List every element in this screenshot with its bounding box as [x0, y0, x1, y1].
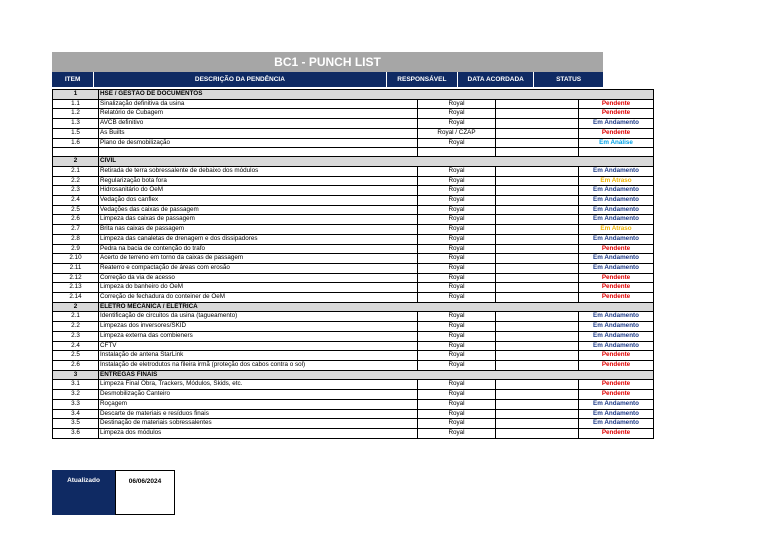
- table-row: [53, 283, 654, 293]
- agreed-date-cell[interactable]: [496, 254, 579, 264]
- description-cell[interactable]: Sinalização definitiva da usina: [99, 99, 418, 109]
- agreed-date-cell[interactable]: [496, 215, 579, 225]
- agreed-date-cell[interactable]: [496, 312, 579, 322]
- responsible-cell[interactable]: Royal: [418, 225, 496, 235]
- status-cell[interactable]: Pendente: [579, 293, 654, 303]
- status-cell[interactable]: Em Andamento: [579, 322, 654, 332]
- table-row: [53, 360, 654, 370]
- status-cell[interactable]: Pendente: [579, 351, 654, 361]
- status-cell[interactable]: Em Andamento: [579, 331, 654, 341]
- table-row: [53, 128, 654, 138]
- item-cell[interactable]: 2.5: [53, 205, 99, 215]
- section-header-row: [53, 370, 654, 380]
- description-cell[interactable]: [99, 148, 418, 157]
- agreed-date-cell[interactable]: [496, 244, 579, 254]
- item-cell[interactable]: 2.6: [53, 215, 99, 225]
- table-row: [53, 234, 654, 244]
- responsible-cell[interactable]: Royal: [418, 390, 496, 400]
- description-cell[interactable]: Destinação de materiais sobressalentes: [99, 419, 418, 429]
- description-cell[interactable]: Pedra na bacia de contenção do trafo: [99, 244, 418, 254]
- section-title[interactable]: HSE / GESTÃO DE DOCUMENTOS: [99, 90, 654, 100]
- item-cell[interactable]: 3.1: [53, 380, 99, 390]
- item-cell[interactable]: 2.11: [53, 263, 99, 273]
- item-cell[interactable]: 2.2: [53, 176, 99, 186]
- status-cell[interactable]: [579, 148, 654, 157]
- item-cell[interactable]: 2.5: [53, 351, 99, 361]
- header-status[interactable]: STATUS: [556, 76, 582, 83]
- punch-list-table: [52, 89, 654, 439]
- status-cell[interactable]: Em Andamento: [579, 119, 654, 129]
- updated-box: [52, 470, 175, 515]
- table-row: [53, 419, 654, 429]
- responsible-cell[interactable]: Royal: [418, 176, 496, 186]
- table-header: [52, 72, 603, 87]
- responsible-cell[interactable]: Royal: [418, 341, 496, 351]
- header-agreed-date[interactable]: DATA ACORDADA: [458, 72, 534, 87]
- header-item[interactable]: ITEM: [52, 72, 94, 87]
- section-header-row: [53, 302, 654, 312]
- item-cell[interactable]: 2.2: [53, 322, 99, 332]
- description-cell[interactable]: Identificação de circuitos da usina (tagueamento): [99, 312, 418, 322]
- item-cell[interactable]: 2.1: [53, 166, 99, 176]
- table-row: [53, 148, 654, 157]
- agreed-date-cell[interactable]: [496, 331, 579, 341]
- table-row: [53, 138, 654, 148]
- status-cell[interactable]: Pendente: [579, 283, 654, 293]
- status-cell[interactable]: Pendente: [579, 99, 654, 109]
- description-cell[interactable]: Regularização bota fora: [99, 176, 418, 186]
- item-cell[interactable]: 3.4: [53, 409, 99, 419]
- table-row: [53, 428, 654, 438]
- agreed-date-cell[interactable]: [496, 390, 579, 400]
- agreed-date-cell[interactable]: [496, 428, 579, 438]
- description-cell[interactable]: Correção da via de acesso: [99, 273, 418, 283]
- sheet-title: BC1 - PUNCH LIST: [52, 52, 603, 72]
- responsible-cell[interactable]: Royal: [418, 186, 496, 196]
- description-cell[interactable]: Relatório de Cubagem: [99, 109, 418, 119]
- item-cell[interactable]: 1.6: [53, 138, 99, 148]
- responsible-cell[interactable]: Royal: [418, 119, 496, 129]
- table-row: [53, 186, 654, 196]
- agreed-date-cell[interactable]: [496, 186, 579, 196]
- description-cell[interactable]: Roçagem: [99, 399, 418, 409]
- responsible-cell[interactable]: Royal: [418, 409, 496, 419]
- table-row: [53, 322, 654, 332]
- table-row: [53, 390, 654, 400]
- description-cell[interactable]: CFTV: [99, 341, 418, 351]
- item-cell[interactable]: 2.9: [53, 244, 99, 254]
- table-row: [53, 312, 654, 322]
- description-cell[interactable]: Limpeza dos módulos: [99, 428, 418, 438]
- responsible-cell[interactable]: Royal: [418, 399, 496, 409]
- description-cell[interactable]: Vedações das caixas de passagem: [99, 205, 418, 215]
- item-cell[interactable]: 2.13: [53, 283, 99, 293]
- status-cell[interactable]: Em Andamento: [579, 186, 654, 196]
- agreed-date-cell[interactable]: [496, 138, 579, 148]
- item-cell[interactable]: 3.3: [53, 399, 99, 409]
- agreed-date-cell[interactable]: [496, 148, 579, 157]
- status-cell[interactable]: Pendente: [579, 273, 654, 283]
- agreed-date-cell[interactable]: [496, 263, 579, 273]
- responsible-cell[interactable]: Royal / CZAP: [418, 128, 496, 138]
- status-cell[interactable]: Em Atraso: [579, 176, 654, 186]
- table-row: [53, 176, 654, 186]
- table-row: [53, 109, 654, 119]
- item-cell[interactable]: 2.10: [53, 254, 99, 264]
- status-cell[interactable]: Pendente: [579, 390, 654, 400]
- responsible-cell[interactable]: Royal: [418, 331, 496, 341]
- responsible-cell[interactable]: Royal: [418, 312, 496, 322]
- description-cell[interactable]: As Builts: [99, 128, 418, 138]
- item-cell[interactable]: 3.2: [53, 390, 99, 400]
- description-cell[interactable]: Limpeza das caixas de passagem: [99, 215, 418, 225]
- item-cell[interactable]: 3.5: [53, 419, 99, 429]
- responsible-cell[interactable]: Royal: [418, 234, 496, 244]
- description-cell[interactable]: Reaterro e compactação de áreas com erosão: [99, 263, 418, 273]
- agreed-date-cell[interactable]: [496, 205, 579, 215]
- agreed-date-cell[interactable]: [496, 293, 579, 303]
- item-cell[interactable]: 2.6: [53, 360, 99, 370]
- table-row: [53, 254, 654, 264]
- header-responsible[interactable]: RESPONSÁVEL: [387, 72, 459, 87]
- section-number[interactable]: 1: [53, 90, 99, 100]
- table-row: [53, 263, 654, 273]
- item-cell[interactable]: 1.2: [53, 109, 99, 119]
- item-cell[interactable]: [53, 148, 99, 157]
- status-cell[interactable]: Em Andamento: [579, 263, 654, 273]
- description-cell[interactable]: Retirada de terra sobressalente de debaixo dos módulos: [99, 166, 418, 176]
- status-cell[interactable]: Em Andamento: [579, 312, 654, 322]
- status-cell[interactable]: Pendente: [579, 244, 654, 254]
- item-cell[interactable]: 1.5: [53, 128, 99, 138]
- table-row: [53, 244, 654, 254]
- status-cell[interactable]: Em Análise: [579, 138, 654, 148]
- status-cell[interactable]: Em Andamento: [579, 419, 654, 429]
- agreed-date-cell[interactable]: [496, 196, 579, 206]
- description-cell[interactable]: Correção de fechadura do conteiner de OeM: [99, 293, 418, 303]
- table-row: [53, 293, 654, 303]
- item-cell[interactable]: 2.14: [53, 293, 99, 303]
- table-row: [53, 399, 654, 409]
- status-cell[interactable]: Pendente: [579, 380, 654, 390]
- description-cell[interactable]: Vedação dos canflex: [99, 196, 418, 206]
- description-cell[interactable]: AVCB definitivo: [99, 119, 418, 129]
- responsible-cell[interactable]: Royal: [418, 322, 496, 332]
- section-number[interactable]: 2: [53, 302, 99, 312]
- description-cell[interactable]: Acerto de terreno em torno da caixas de passagem: [99, 254, 418, 264]
- section-number[interactable]: 2: [53, 157, 99, 167]
- responsible-cell[interactable]: Royal: [418, 99, 496, 109]
- description-cell[interactable]: Desmobilização Canteiro: [99, 390, 418, 400]
- table-row: [53, 119, 654, 129]
- description-cell[interactable]: Limpeza do banheiro do OeM: [99, 283, 418, 293]
- table-row: [53, 205, 654, 215]
- agreed-date-cell[interactable]: [496, 351, 579, 361]
- item-cell[interactable]: 1.1: [53, 99, 99, 109]
- responsible-cell[interactable]: Royal: [418, 254, 496, 264]
- responsible-cell[interactable]: Royal: [418, 263, 496, 273]
- description-cell[interactable]: Limpeza Final Obra, Trackers, Módulos, Skids, etc.: [99, 380, 418, 390]
- description-cell[interactable]: Instalação de eletrodutos na fileira irmã (proteção dos cabos contra o sol): [99, 360, 418, 370]
- description-cell[interactable]: Brita nas caixas de passagem: [99, 225, 418, 235]
- status-cell[interactable]: Em Andamento: [579, 409, 654, 419]
- agreed-date-cell[interactable]: [496, 419, 579, 429]
- status-cell[interactable]: Em Andamento: [579, 254, 654, 264]
- status-cell[interactable]: Pendente: [579, 128, 654, 138]
- agreed-date-cell[interactable]: [496, 399, 579, 409]
- agreed-date-cell[interactable]: [496, 225, 579, 235]
- status-cell[interactable]: Em Andamento: [579, 234, 654, 244]
- agreed-date-cell[interactable]: [496, 128, 579, 138]
- section-title[interactable]: ENTREGAS FINAIS: [99, 370, 654, 380]
- description-cell[interactable]: Hidrosanitário do OeM: [99, 186, 418, 196]
- responsible-cell[interactable]: Royal: [418, 380, 496, 390]
- responsible-cell[interactable]: Royal: [418, 283, 496, 293]
- responsible-cell[interactable]: Royal: [418, 351, 496, 361]
- agreed-date-cell[interactable]: [496, 119, 579, 129]
- description-cell[interactable]: Limpeza externa das combieners: [99, 331, 418, 341]
- agreed-date-cell[interactable]: [496, 341, 579, 351]
- section-header-row: [53, 157, 654, 167]
- responsible-cell[interactable]: Royal: [418, 293, 496, 303]
- responsible-cell[interactable]: Royal: [418, 428, 496, 438]
- table-row: [53, 225, 654, 235]
- responsible-cell[interactable]: Royal: [418, 205, 496, 215]
- responsible-cell[interactable]: Royal: [418, 166, 496, 176]
- status-cell[interactable]: Em Atraso: [579, 225, 654, 235]
- status-cell[interactable]: Pendente: [579, 428, 654, 438]
- item-cell[interactable]: 2.7: [53, 225, 99, 235]
- item-cell[interactable]: 2.1: [53, 312, 99, 322]
- agreed-date-cell[interactable]: [496, 99, 579, 109]
- description-cell[interactable]: Limpeza das canaletas de drenagem e dos dissipadores: [99, 234, 418, 244]
- item-cell[interactable]: 1.3: [53, 119, 99, 129]
- section-title[interactable]: ELETRO MECÂNICA / ELÉTRICA: [99, 302, 654, 312]
- description-cell[interactable]: Instalação de antena StarLink: [99, 351, 418, 361]
- description-cell[interactable]: Plano de desmobilização: [99, 138, 418, 148]
- status-cell[interactable]: Em Andamento: [579, 399, 654, 409]
- section-header-row: [53, 90, 654, 100]
- table-row: [53, 380, 654, 390]
- responsible-cell[interactable]: Royal: [418, 244, 496, 254]
- table-row: [53, 409, 654, 419]
- table-row: [53, 331, 654, 341]
- responsible-cell[interactable]: Royal: [418, 419, 496, 429]
- agreed-date-cell[interactable]: [496, 109, 579, 119]
- table-row: [53, 341, 654, 351]
- item-cell[interactable]: 2.3: [53, 186, 99, 196]
- section-number[interactable]: 3: [53, 370, 99, 380]
- responsible-cell[interactable]: Royal: [418, 196, 496, 206]
- agreed-date-cell[interactable]: [496, 166, 579, 176]
- item-cell[interactable]: 2.3: [53, 331, 99, 341]
- updated-label: Atualizado: [52, 470, 115, 515]
- responsible-cell[interactable]: Royal: [418, 138, 496, 148]
- header-description[interactable]: DESCRIÇÃO DA PENDÊNCIA: [94, 72, 386, 87]
- description-cell[interactable]: Limpezas dos inversores/SKID: [99, 322, 418, 332]
- status-cell[interactable]: Em Andamento: [579, 215, 654, 225]
- agreed-date-cell[interactable]: [496, 380, 579, 390]
- agreed-date-cell[interactable]: [496, 360, 579, 370]
- table-row: [53, 215, 654, 225]
- item-cell[interactable]: 2.8: [53, 234, 99, 244]
- agreed-date-cell[interactable]: [496, 283, 579, 293]
- item-cell[interactable]: 2.4: [53, 196, 99, 206]
- responsible-cell[interactable]: Royal: [418, 360, 496, 370]
- responsible-cell[interactable]: Royal: [418, 109, 496, 119]
- status-cell[interactable]: Em Andamento: [579, 205, 654, 215]
- status-cell[interactable]: Em Andamento: [579, 196, 654, 206]
- agreed-date-cell[interactable]: [496, 273, 579, 283]
- item-cell[interactable]: 3.6: [53, 428, 99, 438]
- table-row: [53, 166, 654, 176]
- agreed-date-cell[interactable]: [496, 234, 579, 244]
- responsible-cell[interactable]: Royal: [418, 215, 496, 225]
- table-row: [53, 273, 654, 283]
- section-title[interactable]: CIVIL: [99, 157, 654, 167]
- status-cell[interactable]: Pendente: [579, 360, 654, 370]
- responsible-cell[interactable]: [418, 148, 496, 157]
- description-cell[interactable]: Descarte de materiais e resíduos finais: [99, 409, 418, 419]
- table-row: [53, 196, 654, 206]
- item-cell[interactable]: 2.12: [53, 273, 99, 283]
- item-cell[interactable]: 2.4: [53, 341, 99, 351]
- status-cell[interactable]: Em Andamento: [579, 341, 654, 351]
- table-row: [53, 351, 654, 361]
- punch-list-sheet: [52, 52, 639, 439]
- agreed-date-cell[interactable]: [496, 176, 579, 186]
- updated-date[interactable]: 06/06/2024: [115, 470, 175, 515]
- status-cell[interactable]: Em Andamento: [579, 166, 654, 176]
- agreed-date-cell[interactable]: [496, 409, 579, 419]
- status-cell[interactable]: Pendente: [579, 109, 654, 119]
- table-row: [53, 99, 654, 109]
- agreed-date-cell[interactable]: [496, 322, 579, 332]
- responsible-cell[interactable]: Royal: [418, 273, 496, 283]
